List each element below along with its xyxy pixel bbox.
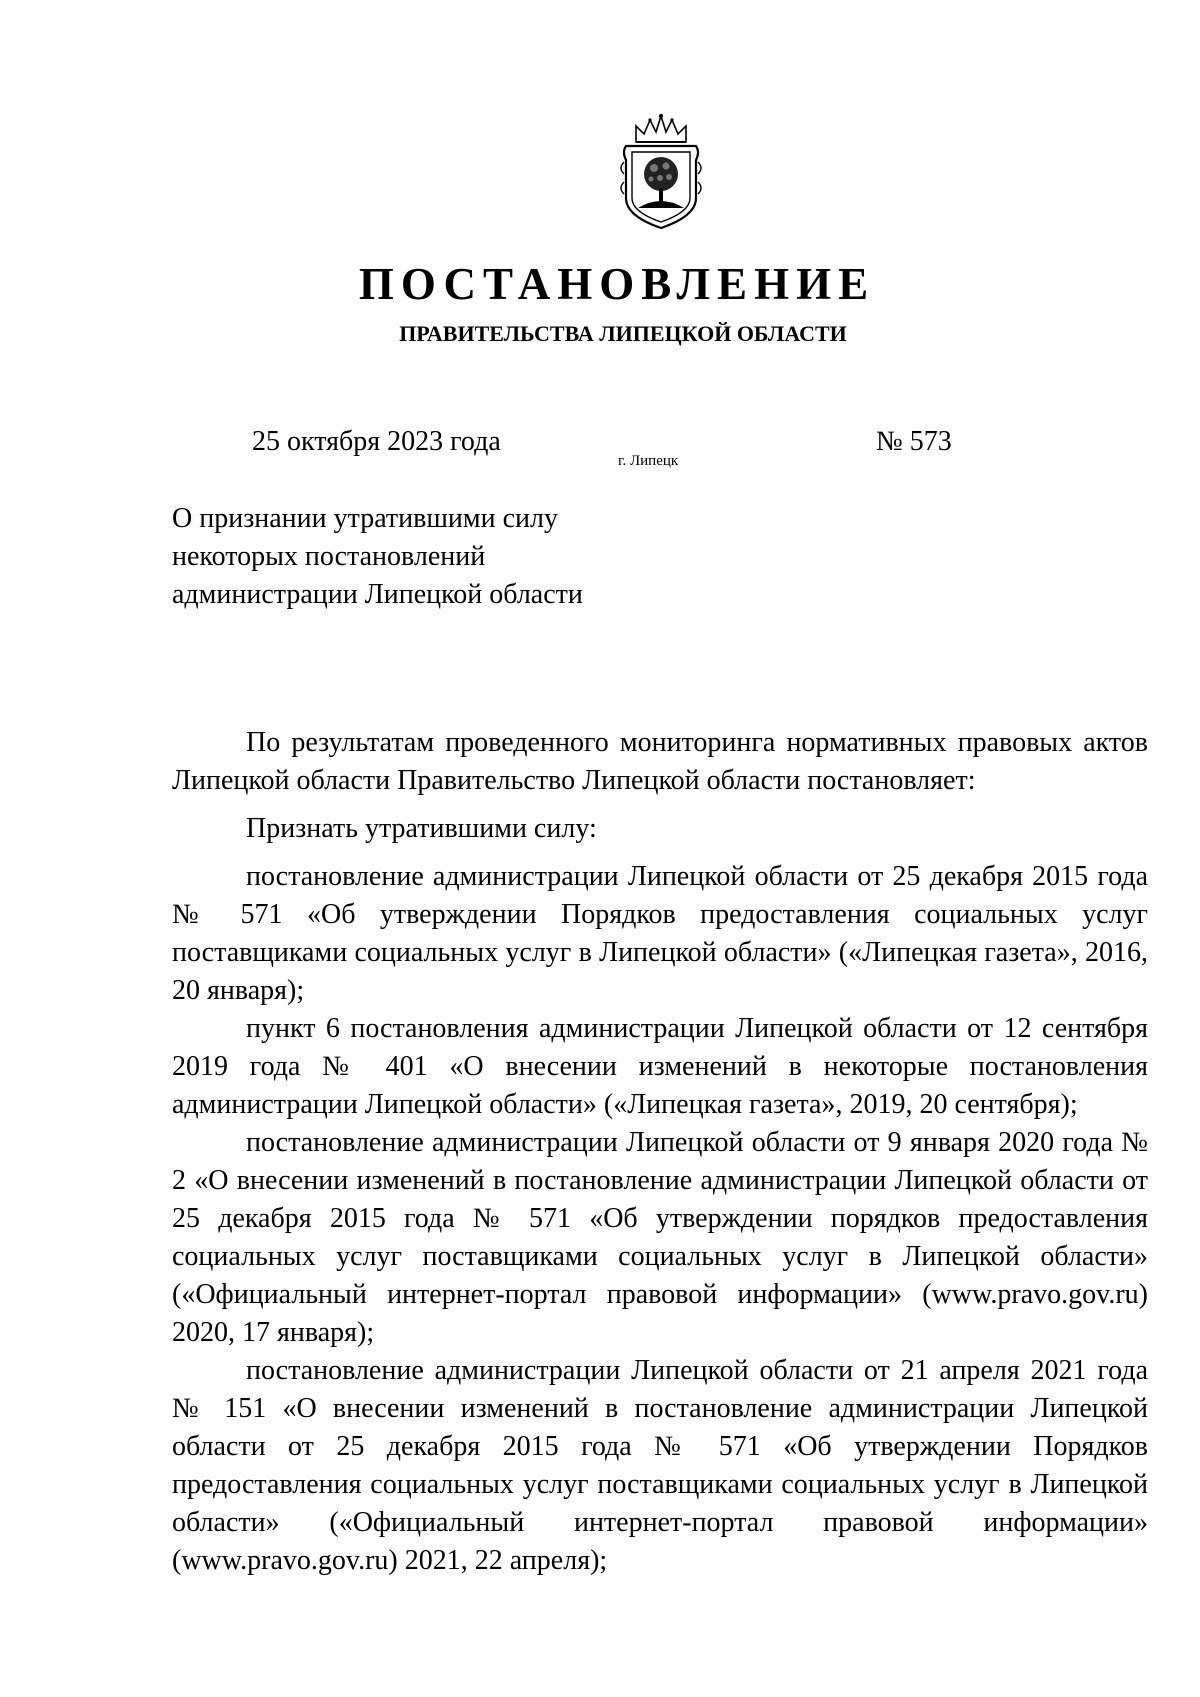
body-paragraph: По результатам проведенного мониторинга нормативных правовых актов Липецкой области Правительство Липецкой области постановляет:: [172, 727, 1148, 796]
document-body: [172, 724, 1148, 1580]
lipetsk-coat-of-arms-icon: [616, 112, 706, 232]
heading-line: О признании утратившими силу: [172, 503, 558, 534]
document-number: № 573: [876, 426, 952, 457]
heading-line: некоторых постановлений: [172, 541, 486, 572]
body-paragraph: постановление администрации Липецкой области от 25 декабря 2015 года № 571 «Об утверждении Порядков предоставления социальных услуг поставщиками социальных услуг в Липецкой области» («Липецкая газета», 2016, 20 января);: [172, 861, 1148, 1006]
body-paragraph: пункт 6 постановления администрации Липецкой области от 12 сентября 2019 года № 401 «О внесении изменений в некоторые постановления администрации Липецкой области» («Липецкая газета», 2019, 20 сентября);: [172, 1013, 1148, 1120]
document-heading: [172, 500, 692, 614]
document-subtitle: ПРАВИТЕЛЬСТВА ЛИПЕЦКОЙ ОБЛАСТИ: [399, 321, 847, 346]
document-date: 25 октября 2023 года: [252, 426, 501, 457]
document-title: ПОСТАНОВЛЕНИЕ: [358, 259, 876, 309]
body-paragraph: постановление администрации Липецкой области от 9 января 2020 года № 2 «О внесении изменений в постановление администрации Липецкой области от 25 декабря 2015 года № 571 «Об утверждении порядков предоставления социальных услуг поставщиками социальных услуг в Липецкой области» («Официальный интернет-портал правовой информации» (www.pravo.gov.ru) 2020, 17 января);: [172, 1127, 1148, 1348]
heading-line: администрации Липецкой области: [172, 579, 583, 610]
body-paragraph: постановление администрации Липецкой области от 21 апреля 2021 года № 151 «О внесении изменений в постановление администрации Липецкой области от 25 декабря 2015 года № 571 «Об утверждении Порядков предоставления социальных услуг поставщиками социальных услуг в Липецкой области» («Официальный интернет-портал правовой информации» (www.pravo.gov.ru) 2021, 22 апреля);: [172, 1355, 1148, 1576]
document-city: г. Липецк: [618, 453, 679, 469]
body-paragraph: Признать утратившими силу:: [246, 813, 597, 844]
